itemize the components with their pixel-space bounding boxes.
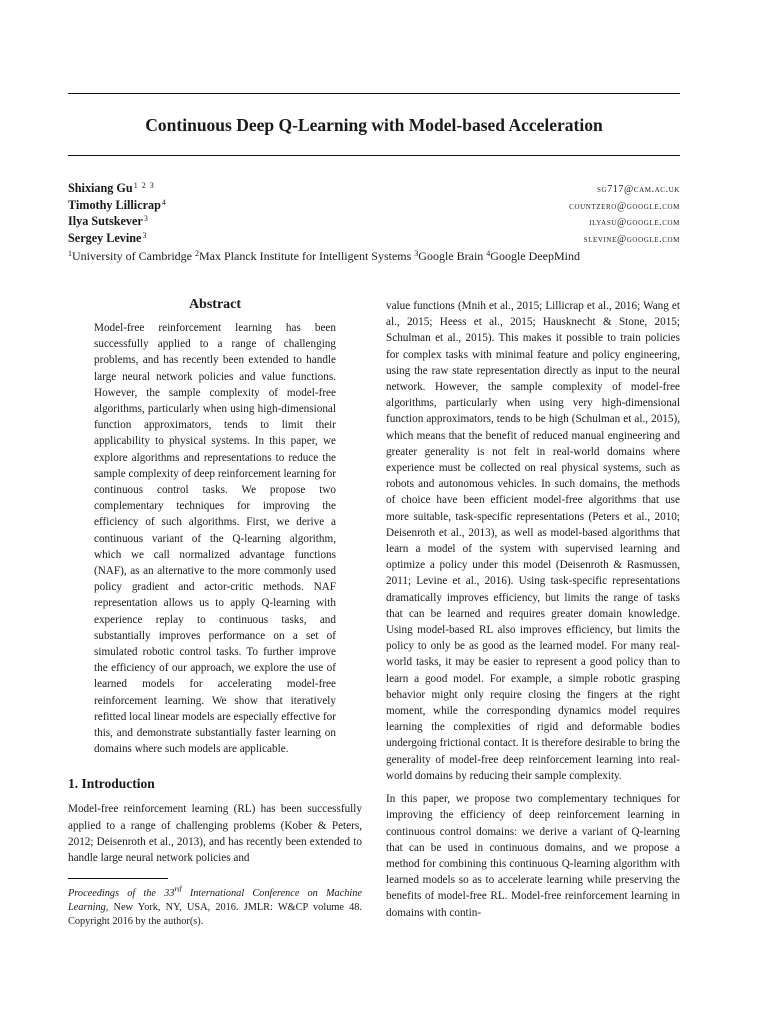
author-email: countzero@google.com — [569, 200, 680, 212]
author-email: ilyasu@google.com — [589, 217, 680, 228]
author-row — [68, 198, 680, 215]
author-email: sg717@cam.ac.uk — [597, 184, 680, 195]
affiliation: Max Planck Institute for Intelligent Systems — [198, 249, 412, 263]
footnote-rule — [68, 878, 168, 879]
introduction-heading: 1. Introduction — [68, 776, 155, 792]
title-rule-top — [68, 93, 680, 94]
affiliations-line: $^1$University of Cambridge $^2$Max Planck Institute for Intelligent Systems $^3$Google Brain $^4$Google DeepMind — [68, 249, 580, 263]
affiliation: University of Cambridge — [72, 249, 192, 263]
author-row — [68, 231, 680, 248]
author-affiliation-marks: 4 — [161, 197, 167, 207]
left-column — [68, 296, 362, 866]
author-affiliation-marks: 3 — [142, 230, 148, 240]
title-rule-bottom — [68, 155, 680, 156]
author-name: Timothy Lillicrap$^4$ — [68, 197, 167, 212]
author-affiliation-marks: 1 2 3 — [133, 181, 155, 190]
author-name: Shixiang $Gu^{1 2 3}$ — [68, 181, 155, 195]
author-affiliation-marks: 3 — [143, 214, 149, 223]
right-column — [386, 298, 680, 921]
author-name: Ilya Sutskever$^3$ — [68, 214, 149, 228]
introduction-paragraph: In this paper, we propose two complementary techniques for improving the efficiency of deep reinforcement learning in continuous control domains: we derive a variant of Q-learning that can be used in continuous domains, and we propose a method for combining this continuous Q-learning algorithm with learned models so as to accelerate learning while preserving the benefits of model-free RL. Model-free reinforcement learning in domains with contin- — [386, 793, 680, 919]
author-list — [68, 181, 680, 247]
introduction-paragraph: value functions (Mnih et al., 2015; Lillicrap et al., 2016; Wang et al., 2015; Heess et al., 2015; Hausknecht & Stone, 2015; Schulman et al., 2015). This makes it possible to train policies for complex tasks with minimal feature and policy engineering, using the raw state representation directly as input to the neural network. However, the sample complexity of model-free algorithms, particularly when using very high-dimensional function approximators, tends to be high (Schulman et al., 2015), which means that the benefit of reduced manual engineering and greater generality is not felt in real-world domains where experience must be collected on real physical systems, such as robots and autonomous vehicles. In such domains, the methods of choice have been efficient model-free algorithms that use more suitable, task-specific representations (Peters et al., 2010; Deisenroth et al., 2013), as well as model-based algorithms that learn a model of the system with supervised learning and optimize a policy under this model (Deisenroth & Rasmussen, 2011; Levine et al., 2016). Using task-specific representations dramatically improves efficiency, but limits the range of tasks that can be learned and requires greater domain knowledge. Using model-based RL also improves efficiency, but limits the policy to only be as good as the learned model. For many real-world tasks, it may be easier to represent a good policy than to learn a good model. For example, a simple robotic grasping behavior might only require closing the fingers at the right moment, while the corresponding dynamics model requires learning the complexities of rigid and deformable bodies undergoing frictional contact. It is therefore desirable to bring the generality of model-free deep reinforcement learning into real-world domains by reducing their sample complexity. — [386, 300, 680, 782]
footnote-text: Proceedings of the 33rd International Conference on Machine Learning, New York, NY, USA, 2016. JMLR: W&CP volume 48. Copyright 2016 by the author(s). — [68, 884, 362, 928]
author-name: Sergey Levine$^3$ — [68, 230, 148, 245]
affiliation: Google DeepMind — [490, 249, 580, 263]
abstract-text: Model-free reinforcement learning has been successfully applied to a range of challenging problems, and has recently been extended to handle large neural network policies and value functions. However, the sample complexity of model-free algorithms, particularly when using high-dimensional function approximators, tends to limit their applicability to physical systems. In this paper, we explore algorithms and representations to reduce the sample complexity of deep reinforcement learning for continuous control tasks. We propose two complementary techniques for improving the efficiency of such algorithms. First, we derive a continuous variant of the Q-learning algorithm, which we call normalized advantage functions (NAF), as an alternative to the more commonly used policy gradient and actor-critic methods. NAF representation allows us to apply Q-learning with experience replay to continuous tasks, and substantially improves performance on a set of simulated robotic control tasks. To further improve the efficiency of our approach, we explore the use of learned models for accelerating model-free reinforcement learning. We show that iteratively refitted local linear models are especially effective for this, and demonstrate substantially faster learning on domains where such models are applicable. — [94, 322, 336, 756]
paper-title: Continuous Deep Q-Learning with Model-based Acceleration — [145, 115, 603, 135]
author-row — [68, 181, 680, 198]
author-row — [68, 214, 680, 231]
abstract-heading: Abstract — [188, 297, 242, 312]
introduction-paragraph: Model-free reinforcement learning (RL) has been successfully applied to a range of challenging problems (Kober & Peters, 2012; Deisenroth et al., 2013), and has recently been extended to handle large neural network policies and — [68, 803, 362, 865]
affiliation: Google Brain — [418, 249, 484, 263]
author-email: slevine@google.com — [583, 233, 680, 245]
footnote — [68, 878, 362, 929]
